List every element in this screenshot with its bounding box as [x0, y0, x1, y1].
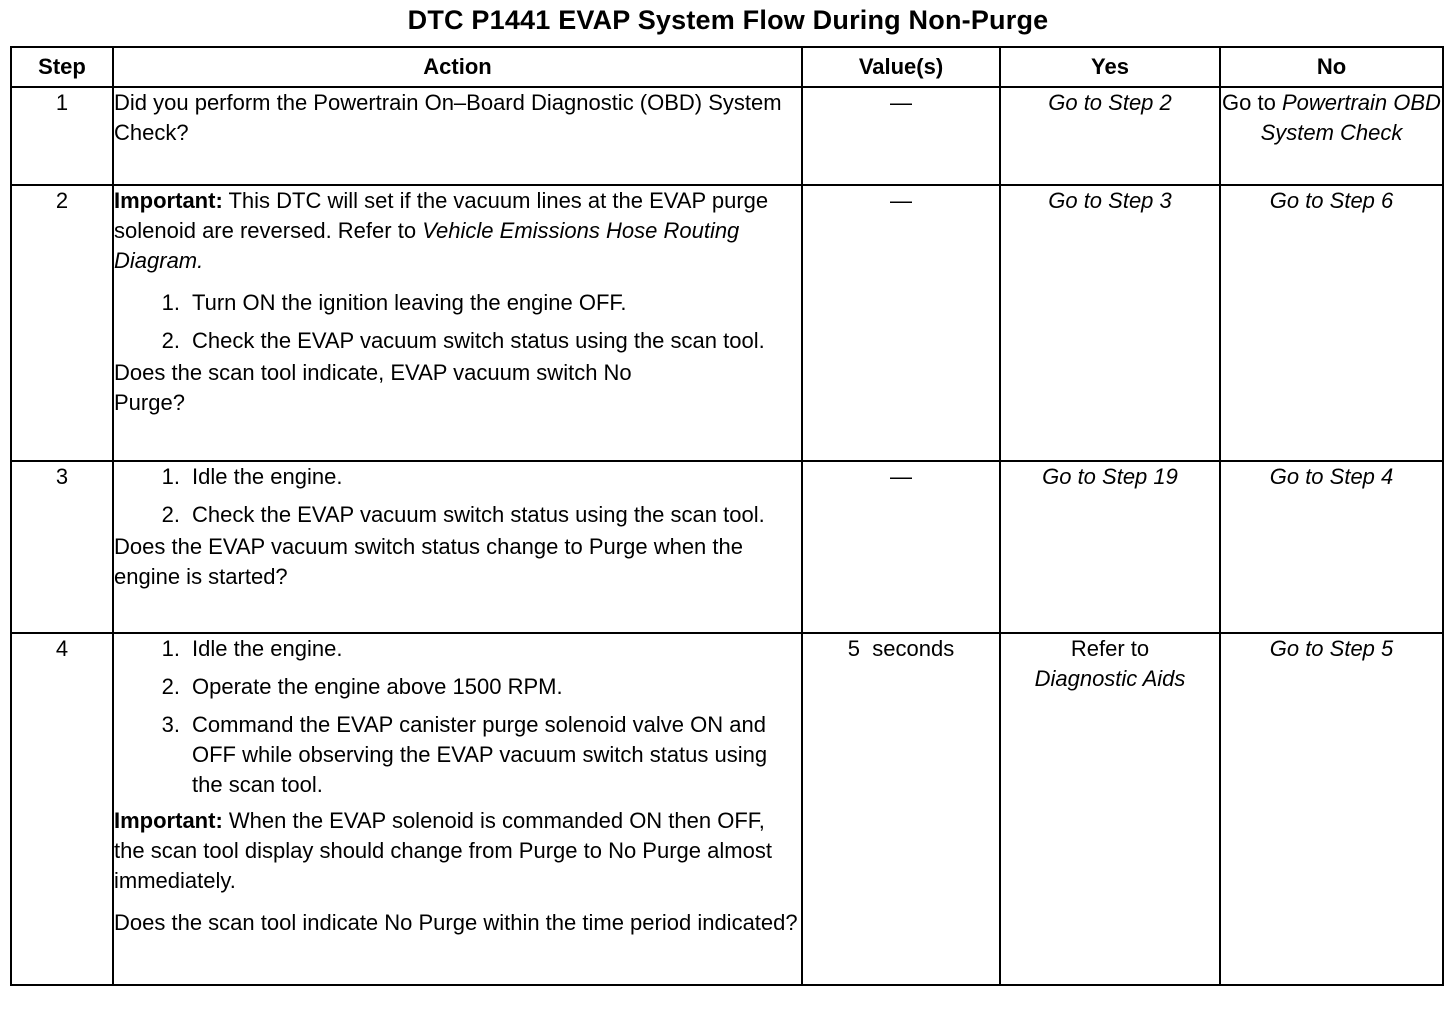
- yes-cell: Go to Step 3: [1000, 185, 1220, 461]
- action-question: Does the EVAP vacuum switch status change to Purge when the engine is started?: [114, 534, 743, 589]
- procedure-list: [114, 634, 801, 800]
- diagnostic-table: [10, 46, 1444, 986]
- list-item-text: Turn ON the ignition leaving the engine OFF.: [192, 290, 627, 315]
- important-reference: Vehicle Emissions Hose Routing Diagram.: [114, 218, 740, 273]
- list-item-number: 2.: [161, 328, 180, 353]
- value-cell: —: [802, 87, 1000, 185]
- list-item-number: 2.: [161, 674, 180, 699]
- important-label: Important:: [114, 188, 223, 213]
- list-item: [114, 672, 801, 702]
- action-cell: [113, 87, 802, 185]
- action-cell: [113, 461, 802, 633]
- no-cell: Go to Step 4: [1220, 461, 1443, 633]
- header-action: Action: [113, 47, 802, 87]
- action-cell: [113, 633, 802, 985]
- important-note: [114, 186, 801, 276]
- table-row: [11, 87, 1443, 185]
- value-cell: —: [802, 185, 1000, 461]
- table-row: [11, 461, 1443, 633]
- no-reference: Powertrain OBD System Check: [1260, 90, 1441, 145]
- list-item-number: 2.: [161, 502, 180, 527]
- no-cell: Go to Step 6: [1220, 185, 1443, 461]
- value-cell: —: [802, 461, 1000, 633]
- procedure-list: [114, 462, 801, 530]
- list-item: [114, 500, 801, 530]
- page-title: DTC P1441 EVAP System Flow During Non-Purge: [407, 5, 1049, 35]
- list-item-text: Operate the engine above 1500 RPM.: [192, 674, 563, 699]
- value-cell: 5 seconds: [802, 633, 1000, 985]
- list-item-text: Check the EVAP vacuum switch status using the scan tool.: [192, 502, 765, 527]
- list-item-text: Check the EVAP vacuum switch status using the scan tool.: [192, 328, 765, 353]
- no-prefix: Go to: [1222, 90, 1276, 115]
- list-item: [114, 462, 801, 492]
- procedure-list: [114, 288, 801, 356]
- yes-cell: Go to Step 2: [1000, 87, 1220, 185]
- action-question: Does the scan tool indicate, EVAP vacuum switch No Purge?: [114, 360, 632, 415]
- header-step: Step: [11, 47, 113, 87]
- list-item-number: 3.: [161, 712, 180, 737]
- step-number: 3: [11, 461, 113, 633]
- action-question: Does the scan tool indicate No Purge within the time period indicated?: [114, 910, 798, 935]
- important-text: This DTC will set if the vacuum lines at the EVAP purge solenoid are reversed. Refer to: [114, 188, 769, 243]
- yes-reference: Diagnostic Aids: [1034, 666, 1186, 691]
- step-number: 2: [11, 185, 113, 461]
- list-item-number: 1.: [161, 636, 180, 661]
- yes-prefix: Refer to: [1070, 636, 1150, 661]
- yes-cell: [1000, 633, 1220, 985]
- header-yes: Yes: [1000, 47, 1220, 87]
- no-cell: [1220, 87, 1443, 185]
- list-item-text: Command the EVAP canister purge solenoid valve ON and OFF while observing the EVAP vacuum switch status using the scan tool.: [192, 712, 768, 797]
- important-note: [114, 806, 801, 896]
- table-header-row: [11, 47, 1443, 87]
- list-item-number: 1.: [161, 464, 180, 489]
- list-item: [114, 288, 801, 318]
- step-number: 4: [11, 633, 113, 985]
- header-value: Value(s): [802, 47, 1000, 87]
- action-question: Did you perform the Powertrain On–Board Diagnostic (OBD) System Check?: [114, 90, 782, 145]
- table-row: [11, 185, 1443, 461]
- list-item: [114, 326, 801, 356]
- no-cell: Go to Step 5: [1220, 633, 1443, 985]
- important-text: When the EVAP solenoid is commanded ON then OFF, the scan tool display should change from Purge to No Purge almost immediately.: [114, 808, 772, 893]
- list-item-text: Idle the engine.: [192, 636, 343, 661]
- header-no: No: [1220, 47, 1443, 87]
- step-number: 1: [11, 87, 113, 185]
- list-item-number: 1.: [161, 290, 180, 315]
- list-item: [114, 710, 801, 800]
- list-item: [114, 634, 801, 664]
- action-cell: [113, 185, 802, 461]
- list-item-text: Idle the engine.: [192, 464, 343, 489]
- important-label: Important:: [114, 808, 223, 833]
- table-row: [11, 633, 1443, 985]
- yes-cell: Go to Step 19: [1000, 461, 1220, 633]
